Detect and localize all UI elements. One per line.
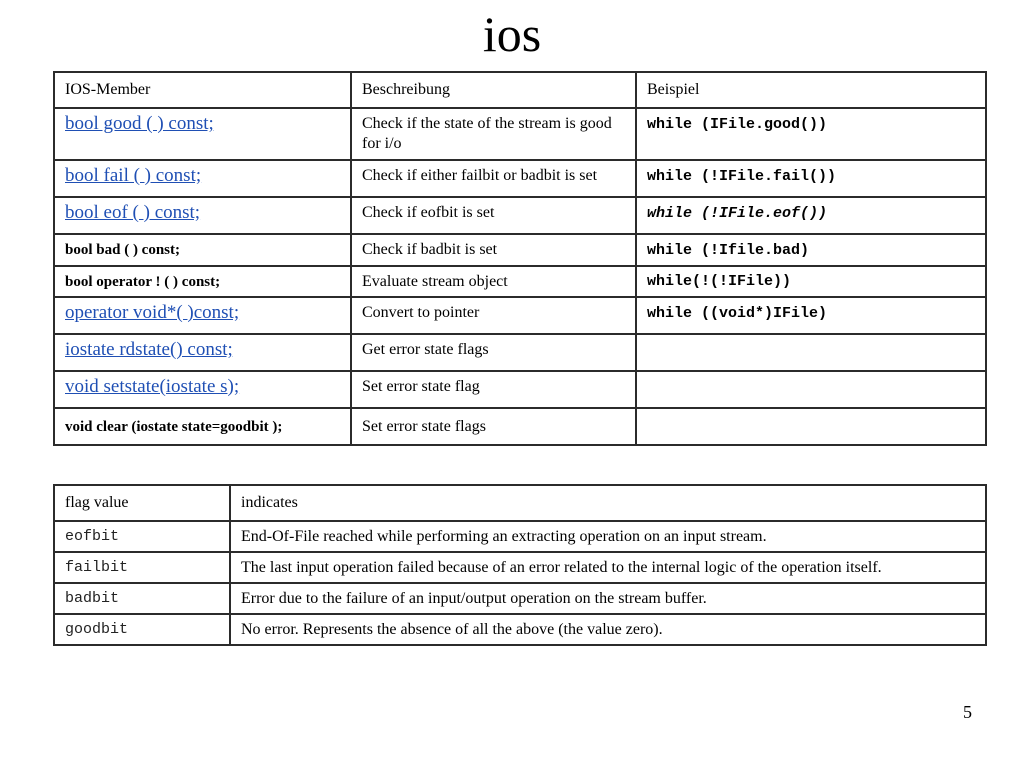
header-beispiel: Beispiel: [636, 72, 986, 108]
table-row: [54, 266, 986, 297]
description-cell: Check if badbit is set: [351, 234, 636, 266]
description-cell: Convert to pointer: [351, 297, 636, 334]
member-bad: bool bad ( ) const;: [65, 242, 181, 258]
header-indicates: indicates: [230, 485, 986, 521]
description-cell: Set error state flag: [351, 371, 636, 408]
description-cell: Check if eofbit is set: [351, 197, 636, 234]
member-operator-not: bool operator ! ( ) const;: [65, 273, 221, 290]
flag-badbit: badbit: [65, 590, 120, 607]
example-code: while(!(!IFile)): [647, 273, 792, 290]
member-link-fail[interactable]: bool fail ( ) const;: [65, 165, 202, 186]
flag-failbit: failbit: [65, 559, 129, 576]
header-beschreibung: Beschreibung: [351, 72, 636, 108]
flag-cell: [54, 552, 230, 583]
description-cell: Evaluate stream object: [351, 266, 636, 297]
description-cell: Get error state flags: [351, 334, 636, 371]
member-cell: [54, 408, 351, 445]
table-row: [54, 521, 986, 552]
example-cell: [636, 334, 986, 371]
example-cell: [636, 197, 986, 234]
example-cell: [636, 160, 986, 197]
header-flag-value: flag value: [54, 485, 230, 521]
table-row: [54, 583, 986, 614]
member-cell: [54, 371, 351, 408]
header-ios-member: IOS-Member: [54, 72, 351, 108]
member-link-eof[interactable]: bool eof ( ) const;: [65, 202, 201, 223]
example-cell: [636, 266, 986, 297]
table-row: [54, 108, 986, 160]
example-code: while (!IFile.eof()): [647, 205, 828, 222]
table-row: [54, 552, 986, 583]
member-link-good[interactable]: bool good ( ) const;: [65, 113, 214, 134]
member-cell: [54, 234, 351, 266]
description-cell: Set error state flags: [351, 408, 636, 445]
member-link-operator-void[interactable]: operator void*( )const;: [65, 302, 240, 323]
meaning-cell: End-Of-File reached while performing an extracting operation on an input stream.: [230, 521, 986, 552]
description-cell: Check if the state of the stream is good for i/o: [351, 108, 636, 160]
flag-values-table: [53, 484, 987, 646]
meaning-cell: Error due to the failure of an input/output operation on the stream buffer.: [230, 583, 986, 614]
table-row: [54, 371, 986, 408]
member-cell: [54, 197, 351, 234]
example-cell: [636, 234, 986, 266]
flag-eofbit: eofbit: [65, 528, 120, 545]
example-code: while (!IFile.fail()): [647, 168, 837, 185]
page-number: 5: [963, 702, 972, 722]
member-cell: [54, 160, 351, 197]
example-cell: [636, 371, 986, 408]
example-code: while ((void*)IFile): [647, 305, 828, 322]
table-row: [54, 160, 986, 197]
table-row: [54, 408, 986, 445]
example-cell: [636, 297, 986, 334]
flag-cell: [54, 583, 230, 614]
example-cell: [636, 108, 986, 160]
member-link-setstate[interactable]: void setstate(iostate s);: [65, 376, 240, 397]
table-row: [54, 234, 986, 266]
table-row: [54, 334, 986, 371]
table-header-row: [54, 72, 986, 108]
member-cell: [54, 266, 351, 297]
slide-title: ios: [482, 6, 542, 62]
description-cell: Check if either failbit or badbit is set: [351, 160, 636, 197]
table-header-row: [54, 485, 986, 521]
flag-cell: [54, 521, 230, 552]
member-cell: [54, 108, 351, 160]
meaning-cell: The last input operation failed because of an error related to the internal logic of the operation itself.: [230, 552, 986, 583]
table-row: [54, 197, 986, 234]
member-cell: [54, 297, 351, 334]
ios-members-table: [53, 71, 987, 446]
table-row: [54, 614, 986, 645]
example-code: while (!Ifile.bad): [647, 241, 810, 259]
member-link-rdstate[interactable]: iostate rdstate() const;: [65, 339, 233, 360]
example-code: while (IFile.good()): [647, 116, 828, 133]
table-row: [54, 297, 986, 334]
member-cell: [54, 334, 351, 371]
example-cell: [636, 408, 986, 445]
flag-goodbit: goodbit: [65, 621, 129, 638]
member-clear: void clear (iostate state=goodbit );: [65, 418, 283, 435]
meaning-cell: No error. Represents the absence of all the above (the value zero).: [230, 614, 986, 645]
flag-cell: [54, 614, 230, 645]
